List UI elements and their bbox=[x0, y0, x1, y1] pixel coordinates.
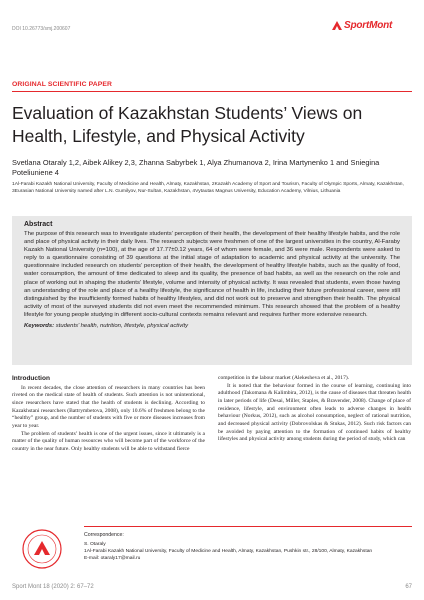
authors: Svetlana Otaraly 1,2, Aibek Alikey 2,3, Zhanna Sabyrbek 1, Alya Zhumanova 2, Irina Martynenko 1 and Sniegina Poteliuniene 4 bbox=[12, 158, 380, 177]
correspondence-heading: Correspondence: bbox=[84, 532, 124, 538]
journal-stamp-icon bbox=[12, 528, 72, 570]
logo-mark-icon bbox=[330, 19, 344, 33]
left-column bbox=[12, 375, 205, 454]
correspondence-address: 1Al-Farabi Kazakh National University, Faculty of Medicine and Health, Almaty, Kazakhstan, Pushkin str., 28/100, Almaty, Kazakhstan bbox=[84, 549, 373, 554]
page-number: 67 bbox=[405, 584, 412, 590]
abstract-box bbox=[12, 216, 412, 365]
correspondence-name: S. Otaraly bbox=[84, 542, 106, 547]
journal-citation: Sport Mont 18 (2020) 2: 67–72 bbox=[12, 584, 94, 590]
right-paragraph-1: competition in the labour market (Alekesheva et al., 2017). bbox=[218, 375, 350, 381]
paper-title: Evaluation of Kazakhstan Students’ Views on Health, Lifestyle, and Physical Activity bbox=[12, 103, 363, 146]
right-column bbox=[218, 375, 411, 444]
affiliations: 1Al-Farabi Kazakh National University, Faculty of Medicine and Health, Almaty, Kazakhstan, 2Kazakh Academy of Sport and Tourism, Faculty of Olympic Sports, Almaty, Kazakhstan, 3Eurasian National University named after L.N. Gumilyov, Nur-Sultan, Kazakhstan, 4Vytautas Magnus University, Education Academy, Vilnius, Lithuania bbox=[12, 182, 404, 194]
doi-label: DOI 10.26773/smj.200607 bbox=[12, 26, 71, 32]
abstract-text: The purpose of this research was to investigate students’ perception of their health, the development of their healthy lifestyle habits, and the role and place of physical activity in their daily lives. The research subjects were freshmen of one of the largest universities in the country, Al-Faraby Kazakh National University (n=100), at the age of 17.77±0.12 years, 64 of whom were female, and 36 were male. Respondents were asked to reply to a questionnaire consisting of 39 questions at the initial stage of adaptation to academic and physical activity at the university. The questionnaire included research on students’ perception of their health, the development of healthy lifestyle habits, such as the quality of food, water consumption, the amount of time dedicated to sleep and its quality, the presence of bad habits, as well as the research on the role and place of working out in shaping the students’ lifestyle, volume and intensity of physical activity. It was revealed that students, even those having an understanding of the role and place of a healthy lifestyle, the significance of health in life, including their future professional career, were still distinguished by the insufficiently formed habits of healthy lifestyles, and did not work out to preserve and strengthen their health. The physical activity of most of the surveyed students did not even meet the recommended minimum. This research showed that the problem of a healthy lifestyle for young people studying in different socio-cultural contexts remains relevant and requires further more extensive research. bbox=[24, 231, 400, 318]
correspondence-email: E-mail: otaraly17@mail.ru bbox=[84, 556, 141, 561]
keywords-label: Keywords: bbox=[24, 323, 55, 330]
intro-paragraph-2: The problem of students’ health is one of the urgent issues, since it ultimately is a matter of the quality of human resources who will become part of the workforce of the country in the near future. Only healthy students will be able to withstand fierce bbox=[12, 430, 205, 452]
abstract-heading: Abstract bbox=[24, 221, 53, 228]
keywords bbox=[24, 322, 400, 330]
category-bar bbox=[12, 80, 412, 92]
category-label: ORIGINAL SCIENTIFIC PAPER bbox=[12, 81, 113, 88]
logo-text: SportMont bbox=[344, 20, 393, 31]
right-paragraph-2: It is noted that the behaviour formed in the course of learning, continuing into adulthood (Takomana & Kalimbira, 2012), is the cause of diseases that threaten health in later periods of life (Desai, Miller, Staples, & Bravender, 2008). Change of place of residence, lifestyle, and environment often leads to adverse changes in health behaviour (Norkus, 2012), such as alcohol consumption, neglect of rational nutrition, and decreased physical activity (Dobrovolskas & Stukas, 2012). Such risk factors can be avoided by paying attention to the formation of continued habits of healthy lifestyles and physical activity among students during the period of study, which can bbox=[218, 382, 411, 443]
sportmont-logo bbox=[330, 19, 414, 33]
keywords-text: students’ health, nutrition, lifestyle, physical activity bbox=[55, 323, 189, 330]
introduction-heading: Introduction bbox=[12, 375, 50, 382]
correspondence-box bbox=[84, 526, 412, 570]
intro-paragraph-1: In recent decades, the close attention of researchers in many countries has been riveted on the medical state of health of students. Such attention is not unintentional, since researchers have stated that the health of students is declining. According to Kazakhstani researchers (Battrymbetova, 2008), only 10.6% of freshmen belong to the “healthy” group, and the number of students with five or more diseases increases from year to year. bbox=[12, 384, 205, 429]
